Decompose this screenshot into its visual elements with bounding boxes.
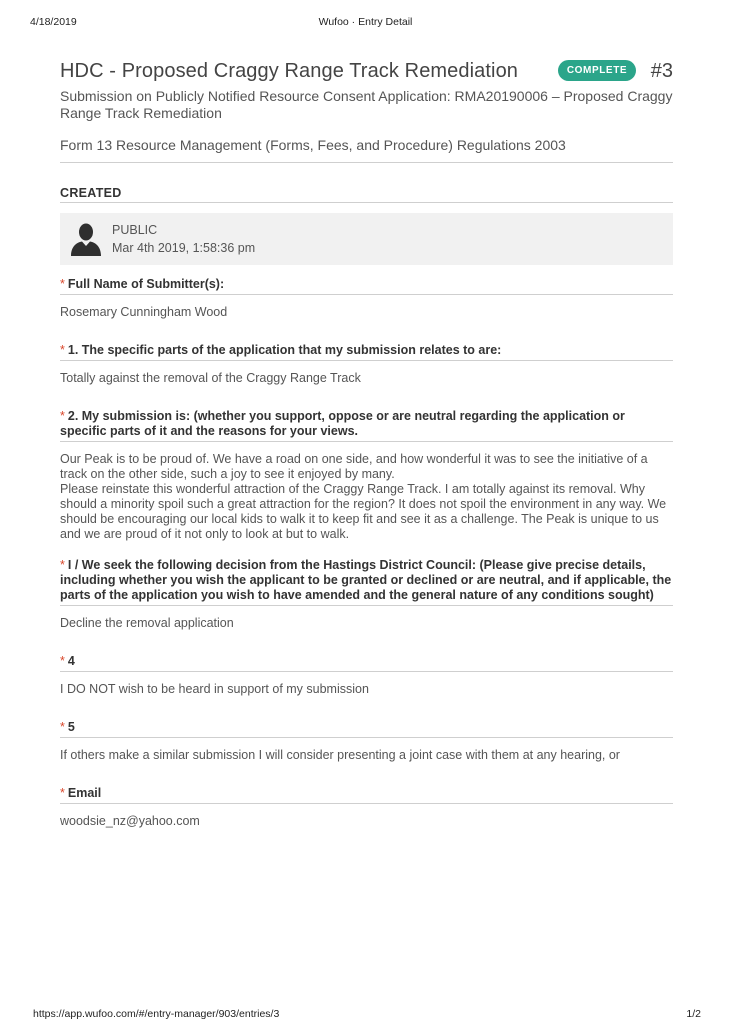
required-marker: * <box>60 786 65 800</box>
field-decision <box>60 558 673 631</box>
required-marker: * <box>60 720 65 734</box>
field-label: * Email <box>60 786 673 804</box>
created-user: PUBLIC <box>112 223 158 237</box>
field-value: Decline the removal application <box>60 616 234 630</box>
field-value: If others make a similar submission I will consider presenting a joint case with them at any hearing, or <box>60 748 620 762</box>
created-info <box>60 213 673 265</box>
title-row <box>60 58 673 88</box>
field-label: * Full Name of Submitter(s): <box>60 277 673 295</box>
field-5 <box>60 720 673 763</box>
field-label: * 2. My submission is: (whether you support, oppose or are neutral regarding the application or specific parts of it and the reasons for your views. <box>60 409 673 442</box>
entry-subtitle: Submission on Publicly Notified Resource Consent Application: RMA20190006 – Proposed Craggy Range Track Remediation <box>60 88 673 121</box>
field-value <box>60 452 673 542</box>
field-label: * 4 <box>60 654 673 672</box>
created-heading: CREATED <box>60 186 673 203</box>
entry-title: HDC - Proposed Craggy Range Track Remediation <box>60 60 519 82</box>
submission-paragraph: Our Peak is to be proud of. We have a road on one side, and how wonderful it was to see the initiative of a track on the other side, such a joy to see it enjoyed by many. <box>60 452 648 481</box>
entry-detail <box>60 58 673 829</box>
field-full-name <box>60 277 673 320</box>
field-4 <box>60 654 673 697</box>
print-date: 4/18/2019 <box>30 16 77 28</box>
field-label: * 5 <box>60 720 673 738</box>
field-submission <box>60 409 673 542</box>
person-silhouette-icon <box>70 223 102 256</box>
created-date: Mar 4th 2019, 1:58:36 pm <box>112 241 256 255</box>
status-badge: COMPLETE <box>558 60 636 81</box>
required-marker: * <box>60 277 65 291</box>
form-description: Form 13 Resource Management (Forms, Fees, and Procedure) Regulations 2003 <box>60 137 673 163</box>
print-url: https://app.wufoo.com/#/entry-manager/903/entries/3 <box>33 1008 280 1020</box>
required-marker: * <box>60 409 65 423</box>
required-marker: * <box>60 558 65 572</box>
field-value: woodsie_nz@yahoo.com <box>60 814 200 828</box>
print-header <box>30 16 701 30</box>
field-label: * 1. The specific parts of the application that my submission relates to are: <box>60 343 673 361</box>
required-marker: * <box>60 654 65 668</box>
field-label: * I / We seek the following decision from the Hastings District Council: (Please give precise details, including whether you wish the applicant to be granted or declined or are neutral, and if applicable, the parts of the application you wish to have amended and the general nature of any conditions sought) <box>60 558 673 606</box>
required-marker: * <box>60 343 65 357</box>
field-specific-parts <box>60 343 673 386</box>
field-email <box>60 786 673 829</box>
print-title: Wufoo · Entry Detail <box>318 16 413 28</box>
entry-number: #3 <box>650 60 673 82</box>
field-value: Totally against the removal of the Craggy Range Track <box>60 371 361 385</box>
print-page-number: 1/2 <box>686 1008 701 1020</box>
submission-paragraph: Please reinstate this wonderful attraction of the Craggy Range Track. I am totally against its removal. Why should a minority spoil such a great attraction for the region? It does not spoil the environment in any way. We should be encouraging our local kids to walk it to keep fit and see it as a challenge. The Peak is unique to us and we are proud of it not only to look at but to walk. <box>60 482 667 541</box>
field-value: I DO NOT wish to be heard in support of my submission <box>60 682 369 696</box>
field-value: Rosemary Cunningham Wood <box>60 305 228 319</box>
print-footer <box>33 1008 701 1022</box>
